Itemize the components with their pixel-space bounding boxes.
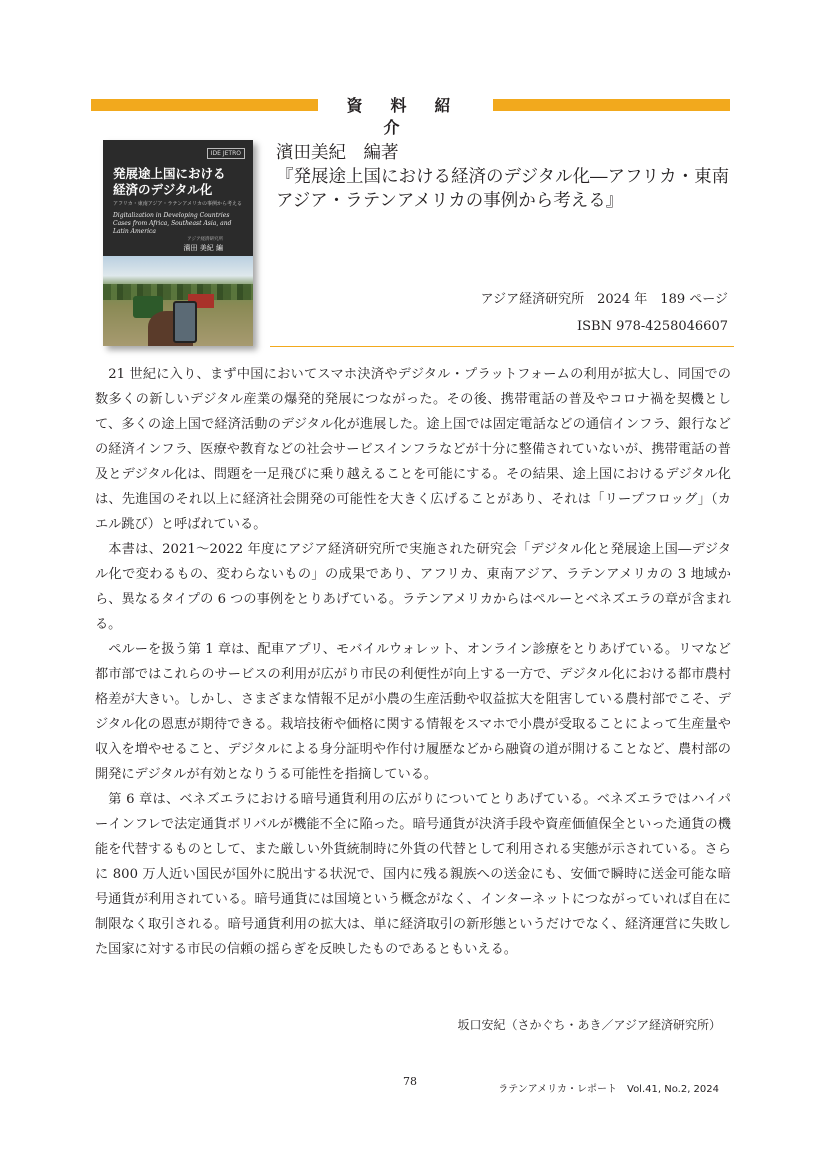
page-number: 78 bbox=[403, 1075, 417, 1088]
reviewer-signature: 坂口安紀（さかぐち・あき／アジア経済研究所） bbox=[457, 1018, 721, 1032]
paragraph: 21 世紀に入り、まず中国においてスマホ決済やデジタル・プラットフォームの利用が拡大し、同国での数多くの新しいデジタル産業の爆発的発展につながった。その後、携帯電話の普及やコロナ禍を契機として、多くの途上国で経済活動のデジタル化が進展した。途上国では固定電話などの通信インフラ、銀行などの経済インフラ、医療や教育などの社会サービスインフラなどが十分に整備されていないが、携帯電話の普及とデジタル化は、問題を一足飛びに乗り越えることを可能にする。その結果、途上国におけるデジタル化は、先進国のそれ以上に経済社会開発の可能性を大きく広げることがあり、それは「リープフロッグ」（カエル跳び）と呼ばれている。 bbox=[95, 367, 731, 532]
cover-title bbox=[113, 166, 226, 198]
cover-english-title-1: Digitalization in Developing Countries bbox=[113, 212, 230, 219]
section-title: 資料紹介 bbox=[346, 96, 479, 137]
cover-english-title bbox=[113, 212, 243, 236]
section-bar-left bbox=[91, 99, 318, 111]
cover-title-line2: 経済のデジタル化 bbox=[113, 182, 213, 197]
paragraph: 第 6 章は、ベネズエラにおける暗号通貨利用の広がりについてとりあげている。ベネズエラではハイパーインフレで法定通貨ボリバルが機能不全に陥った。暗号通貨が決済手段や資産価値保全といった通貨の機能を代替するものとして、また厳しい外貨統制時に外貨の代替として利用される実態が示されている。さらに 800 万人近い国民が国外に脱出する状況で、国内に残る親族への送金にも、安価で瞬時に送金可能な暗号通貨が利用されている。暗号通貨には国境という概念がなく、インターネットにつながっていれば自在に制限なく取引される。暗号通貨利用の拡大は、単に経済取引の新形態というだけでなく、経済運営に失敗した国家に対する市民の信頼の揺らぎを反映したものであるともいえる。 bbox=[95, 792, 731, 957]
paragraph: 本書は、2021〜2022 年度にアジア経済研究所で実施された研究会「デジタル化と発展途上国―デジタル化で変わるもの、変わらないもの」の成果であり、アフリカ、東南アジア、ラテンアメリカの 3 地域から、異なるタイプの 6 つの事例をとりあげている。ラテンアメリカからはペルーとベネズエラの章が含まれる。 bbox=[95, 542, 731, 632]
journal-footer: ラテンアメリカ・レポート Vol.41, No.2, 2024 bbox=[498, 1084, 719, 1095]
paragraph: ペルーを扱う第 1 章は、配車アプリ、モバイルウォレット、オンライン診療をとりあげている。リマなど都市部ではこれらのサービスの利用が広がり市民の利便性が向上する一方で、デジタル化における都市農村格差が大きい。しかし、さまざまな情報不足が小農の生産活動や収益拡大を阻害している農村部でこそ、デジタル化の恩恵が期待できる。栽培技術や価格に関する情報をスマホで小農が受取ることによって生産量や収入を増やせること、デジタルによる身分証明や作付け履歴などから融資の道が開けることなど、農村部の開発にデジタルが有効となりうる可能性を指摘している。 bbox=[95, 642, 731, 782]
cover-editor: 濱田 美紀 編 bbox=[183, 244, 223, 252]
cover-subtitle: アフリカ・東南アジア・ラテンアメリカの事例から考える bbox=[113, 201, 242, 207]
isbn: ISBN 978-4258046607 bbox=[576, 319, 728, 334]
cover-photo-phone bbox=[173, 301, 197, 343]
divider bbox=[270, 346, 734, 347]
cover-title-line1: 発展途上国における bbox=[113, 166, 226, 181]
cover-publisher: アジア経済研究所 bbox=[187, 237, 223, 242]
book-cover-image bbox=[103, 140, 253, 346]
cover-series-label: IDE JETRO bbox=[207, 148, 245, 159]
section-bar-right bbox=[493, 99, 730, 111]
review-body bbox=[95, 362, 731, 962]
publication-info: アジア経済研究所 2024 年 189 ページ bbox=[480, 292, 728, 307]
cover-photo bbox=[103, 256, 253, 346]
cover-photo-trees bbox=[103, 284, 253, 300]
book-editor: 濱田美紀 編著 bbox=[276, 143, 399, 163]
cover-english-title-2: Cases from Africa, Southeast Asia, and Latin America bbox=[113, 220, 232, 235]
book-title: 『発展途上国における経済のデジタル化―アフリカ・東南アジア・ラテンアメリカの事例から考える』 bbox=[276, 167, 730, 211]
